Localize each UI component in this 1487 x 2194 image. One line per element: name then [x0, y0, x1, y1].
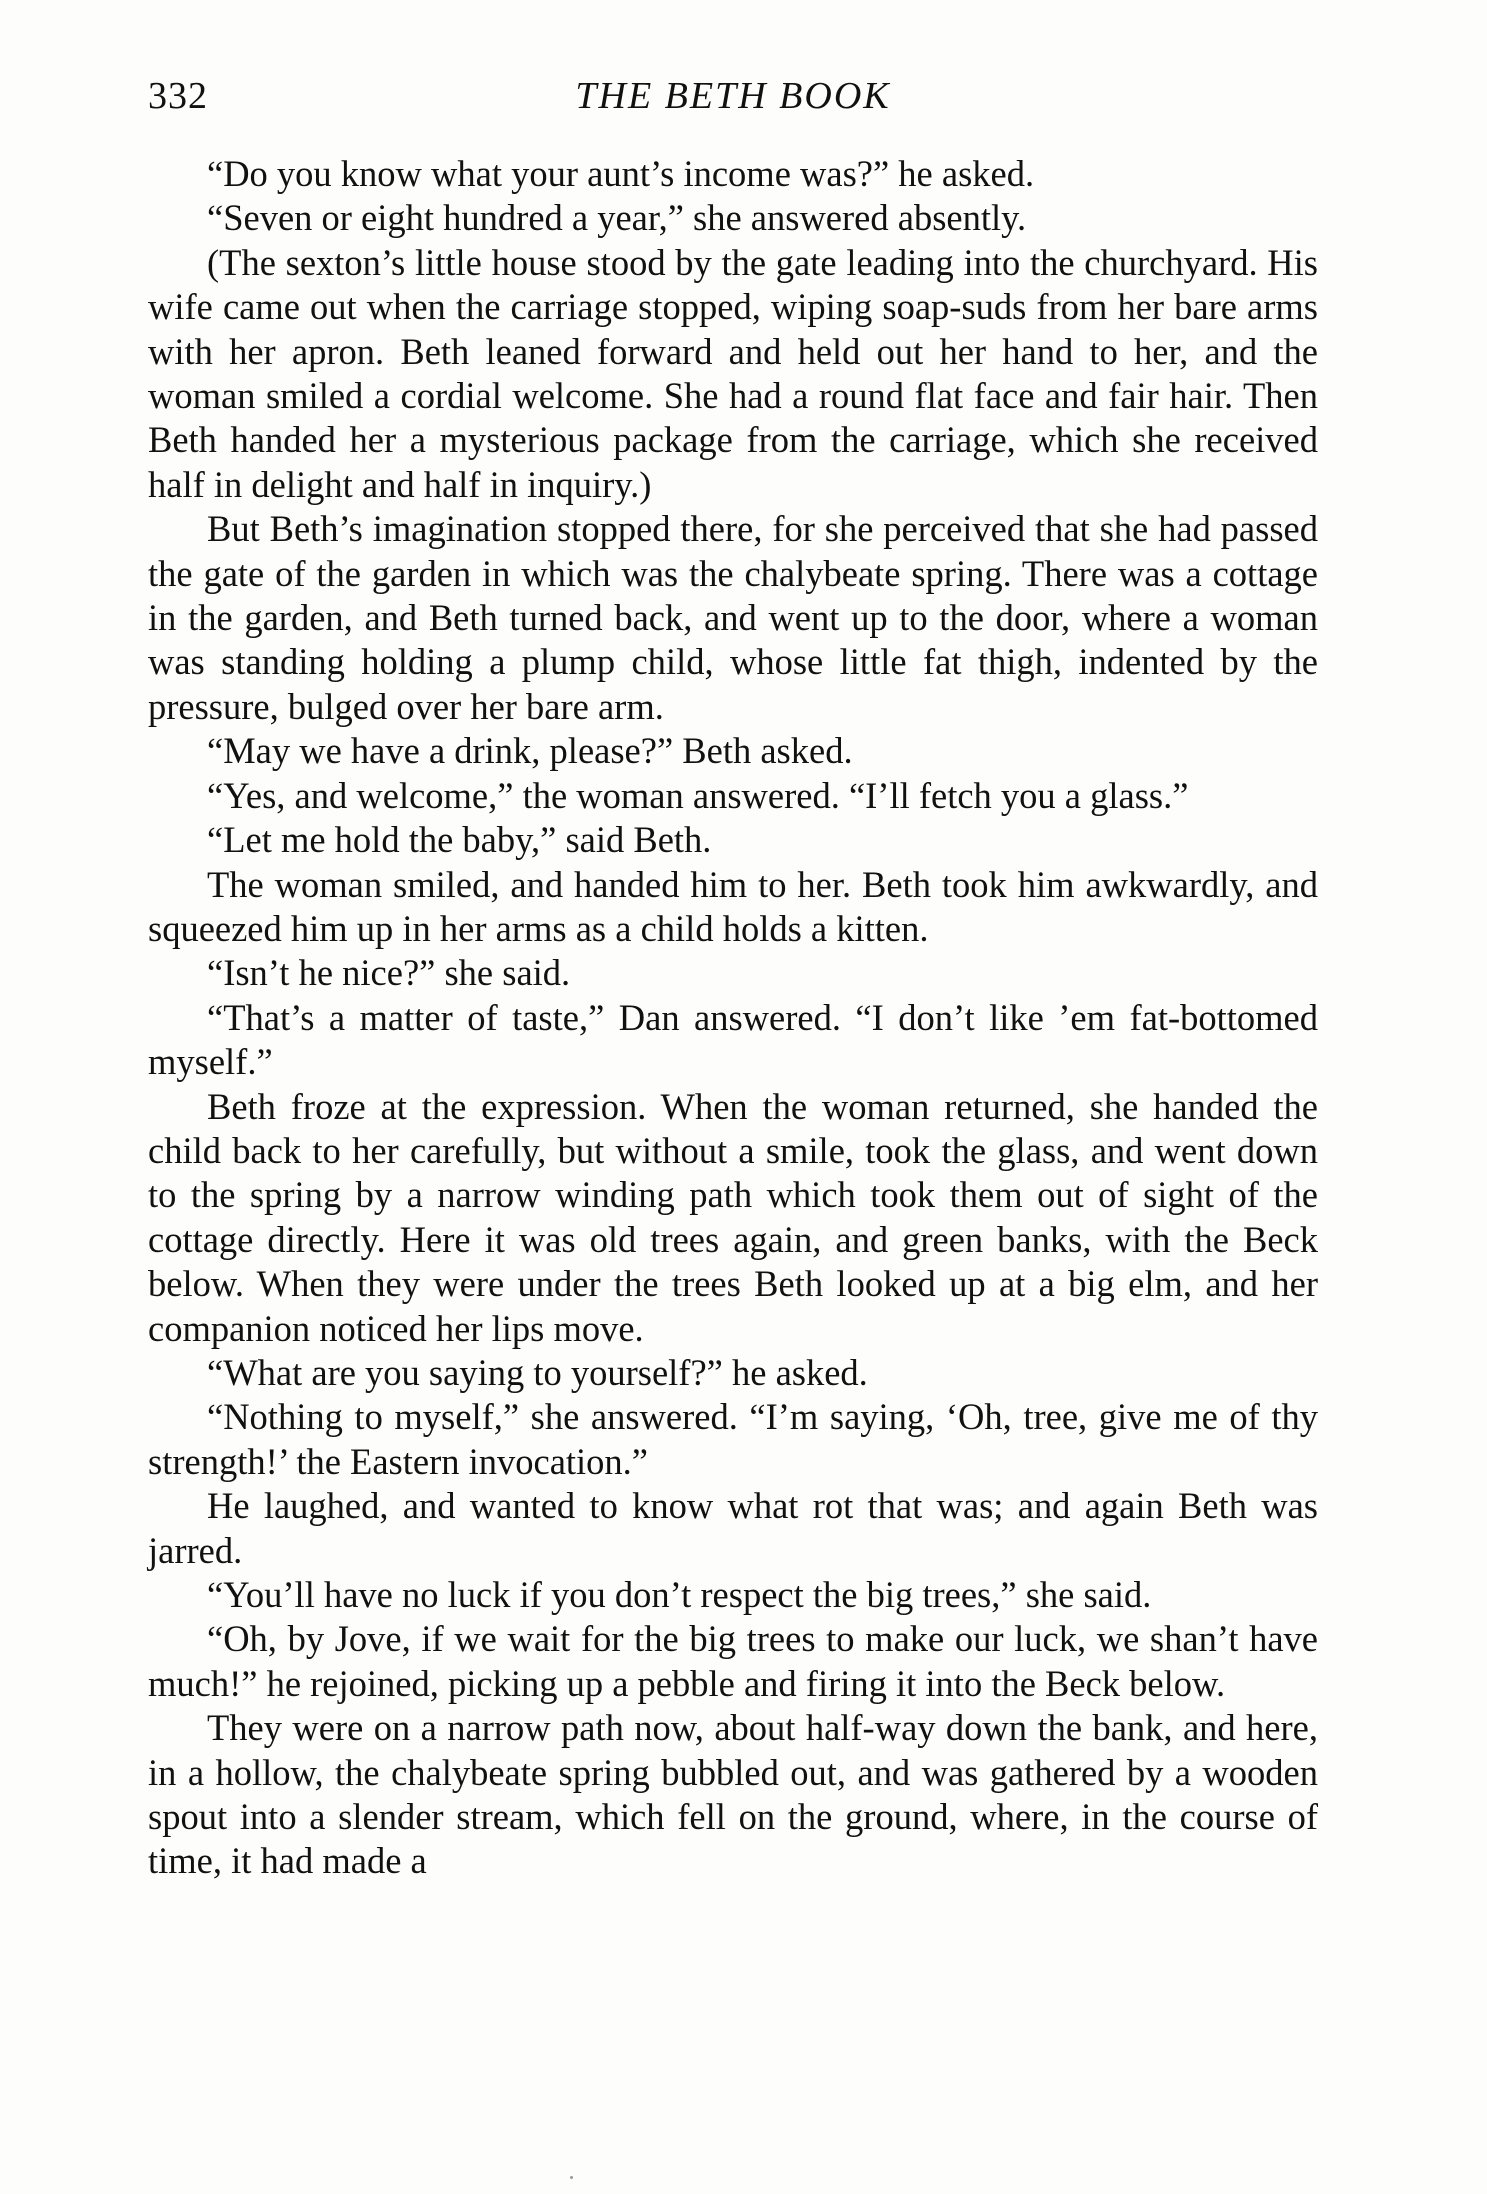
paragraph: “Let me hold the baby,” said Beth. — [207, 819, 712, 861]
paragraph: “Isn’t he nice?” she said. — [207, 952, 571, 994]
paragraph: “You’ll have no luck if you don’t respect the big trees,” she said. — [207, 1574, 1152, 1615]
paragraph: The woman smiled, and handed him to her. Beth took him awkwardly, and squeezed him up in her arms as a child holds a kitten. — [148, 863, 1318, 949]
paragraph: “Oh, by Jove, if we wait for the big trees to make our luck, we shan’t have much!” he rejoined, picking up a pebble and firing it into the Beck below. — [148, 1618, 1318, 1704]
paragraph: “What are you saying to yourself?” he asked. — [207, 1351, 868, 1393]
paragraph: “May we have a drink, please?” Beth asked. — [207, 730, 853, 772]
paragraph: But Beth’s imagination stopped there, for she perceived that she had passed the gate of the garden in which was the chalybeate spring. There was a cottage in the garden, and Beth turned back, and went up to the door, where a woman was standing holding a plump child, whose little fat thigh, indented by the pressure, bulged over her bare arm. — [148, 508, 1318, 727]
paragraph: He laughed, and wanted to know what rot that was; and again Beth was jarred. — [148, 1485, 1318, 1571]
running-title: THE BETH BOOK — [575, 75, 891, 117]
page-number: 332 — [148, 75, 208, 117]
paragraph: Beth froze at the expression. When the woman returned, she handed the child back to her carefully, but without a smile, took the glass, and went down to the spring by a narrow winding path which took them out of sight of the cottage directly. Here it was old trees again, and green banks, with the Beck below. When they were under the trees Beth looked up at a big elm, and her companion noticed her lips move. — [148, 1085, 1318, 1349]
body-text — [148, 152, 1318, 1884]
paragraph: (The sexton’s little house stood by the gate leading into the churchyard. His wife came out when the carriage stopped, wiping soap-suds from her bare arms with her apron. Beth leaned forward and held out her hand to her, and the woman smiled a cordial welcome. She had a round flat face and fair hair. Then Beth handed her a mysterious package from the carriage, which she received half in delight and half in inquiry.) — [148, 241, 1318, 505]
paragraph: “Yes, and welcome,” the woman answered. “I’ll fetch you a glass.” — [207, 774, 1189, 816]
paragraph: They were on a narrow path now, about half-way down the bank, and here, in a hollow, the chalybeate spring bubbled out, and was gathered by a wooden spout into a slender stream, which fell on the ground, where, in the course of time, it had made a — [148, 1707, 1318, 1882]
paragraph: “That’s a matter of taste,” Dan answered. “I don’t like ’em fat-bottomed myself.” — [148, 996, 1318, 1083]
paragraph: “Do you know what your aunt’s income was?” he asked. — [207, 153, 1035, 194]
page-header — [148, 74, 1318, 134]
paragraph: “Nothing to myself,” she answered. “I’m saying, ‘Oh, tree, give me of thy strength!’ the Eastern invocation.” — [148, 1396, 1318, 1482]
paragraph: “Seven or eight hundred a year,” she answered absently. — [207, 197, 1027, 239]
print-speck — [570, 2176, 573, 2179]
